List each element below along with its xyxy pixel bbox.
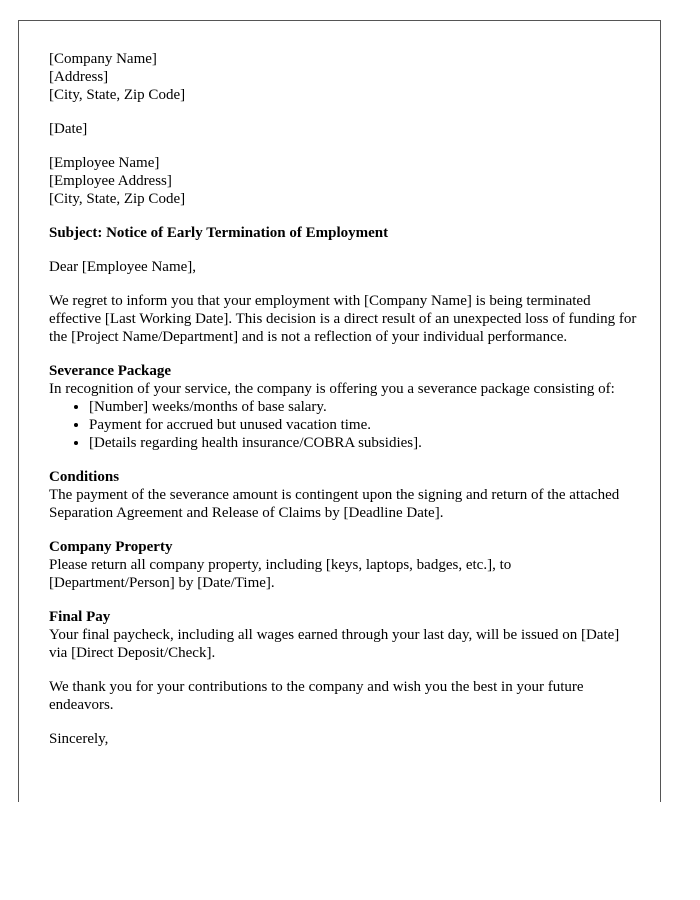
closing-paragraph: We thank you for your contributions to the company and wish you the best in your future endeavors.	[49, 679, 584, 713]
intro-paragraph: We regret to inform you that your employment with [Company Name] is being terminated effective [Last Working Date]. This decision is a direct result of an unexpected loss of funding for the [Project Name/Department] and is not a reflection of your individual performance.	[49, 293, 637, 345]
recipient-address-block	[49, 154, 639, 208]
letter-body	[49, 50, 639, 764]
sender-address-block	[49, 50, 639, 104]
list-item: • [Details regarding health insurance/COBRA subsidies].	[89, 434, 639, 452]
conditions-section	[49, 468, 639, 522]
list-item: • [Number] weeks/months of base salary.	[89, 398, 639, 416]
subject-line: Subject: Notice of Early Termination of Employment	[49, 225, 389, 241]
company-property-text: Please return all company property, including [keys, laptops, badges, etc.], to [Department/Person] by [Date/Time].	[49, 557, 512, 591]
company-property-heading: Company Property	[49, 539, 173, 555]
list-item: • Payment for accrued but unused vacation time.	[89, 416, 639, 434]
salutation: Dear [Employee Name],	[49, 259, 197, 275]
conditions-heading: Conditions	[49, 469, 120, 485]
sender-city-state-zip: [City, State, Zip Code]	[49, 87, 186, 103]
sign-off: Sincerely,	[49, 731, 109, 747]
final-pay-section	[49, 608, 639, 662]
letter-date: [Date]	[49, 121, 88, 137]
sender-company-name: [Company Name]	[49, 51, 157, 67]
letter-page	[18, 20, 661, 802]
final-pay-heading: Final Pay	[49, 609, 111, 625]
severance-text: In recognition of your service, the company is offering you a severance package consisting of:	[49, 381, 615, 397]
sender-address: [Address]	[49, 69, 109, 85]
date-block	[49, 120, 639, 138]
recipient-address: [Employee Address]	[49, 173, 172, 189]
recipient-city-state-zip: [City, State, Zip Code]	[49, 191, 186, 207]
severance-section	[49, 362, 639, 452]
recipient-name: [Employee Name]	[49, 155, 160, 171]
conditions-text: The payment of the severance amount is contingent upon the signing and return of the attached Separation Agreement and Release of Claims by [Deadline Date].	[49, 487, 620, 521]
company-property-section	[49, 538, 639, 592]
final-pay-text: Your final paycheck, including all wages earned through your last day, will be issued on [Date] via [Direct Deposit/Check].	[49, 627, 620, 661]
severance-list	[49, 398, 639, 452]
severance-heading: Severance Package	[49, 363, 172, 379]
